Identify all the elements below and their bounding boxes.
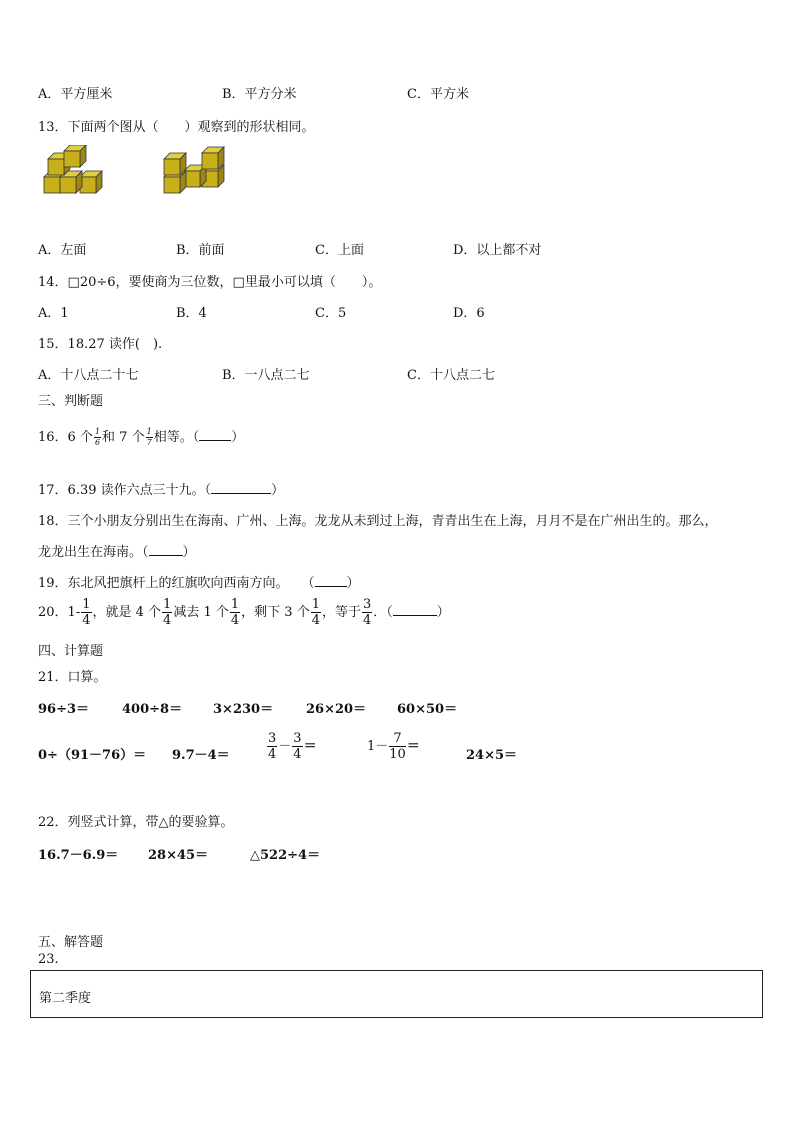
fraction: $\frac{1}{4}$ <box>230 597 240 628</box>
calc-item-fraction: 1－ $\frac{7}{10}$ ＝ <box>367 731 420 762</box>
fraction: $\frac{7}{10}$ <box>389 731 406 762</box>
fraction: $\frac{1}{4}$ <box>311 597 320 628</box>
option-b: B．前面 <box>176 243 225 258</box>
answer-blank[interactable] <box>149 543 183 556</box>
question-17: 17．6.39 读作六点三十九。（ ） <box>38 483 285 498</box>
calc-item: 28×45＝ <box>148 848 209 863</box>
fraction: $\frac{3}{4}$ <box>363 597 372 628</box>
answer-blank[interactable] <box>199 428 231 441</box>
option-a: A．左面 <box>38 243 87 258</box>
option-c: C．5 <box>315 306 347 321</box>
answer-blank[interactable] <box>211 481 271 494</box>
answer-blank[interactable] <box>393 603 437 616</box>
option-b: B．平方分米 <box>222 87 297 102</box>
fraction: $\frac{1}{4}$ <box>82 597 91 628</box>
fraction: $\frac{1}{7}$ <box>146 427 152 447</box>
calc-item-fraction: $\frac{3}{4}$ － $\frac{3}{4}$ ＝ <box>268 731 317 762</box>
option-a: A．平方厘米 <box>38 87 113 102</box>
option-a: A．十八点二十七 <box>38 368 139 383</box>
question-20: 20．1- $\frac{1}{4}$ ，就是 4 个 $\frac{1}{4}$ 减去 1 个 $\frac{1}{4}$ ，剩下 3 个 $\frac{1}{4}$ ，等于 $\frac{3}{4}$ ．（ ） <box>38 597 450 628</box>
fraction: $\frac{3}{4}$ <box>293 731 302 762</box>
calc-item: 24×5＝ <box>466 748 518 763</box>
question-21-stem: 21．口算。 <box>38 670 107 685</box>
cube-figure-2 <box>162 145 228 195</box>
calc-item: 16.7－6.9＝ <box>38 848 119 863</box>
question-18-line1: 18．三个小朋友分别出生在海南、广州、上海。龙龙从未到过上海，青青出生在上海，月月不是在广州出生的。那么， <box>38 514 718 529</box>
calc-item: 0÷（91－76）＝ <box>38 748 147 763</box>
option-d: D．6 <box>453 306 485 321</box>
calc-item: △522÷4＝ <box>250 848 321 863</box>
option-c: C．上面 <box>315 243 364 258</box>
fraction: $\frac{1}{6}$ <box>94 427 101 447</box>
cube-figure-1 <box>42 145 104 195</box>
option-b: B．一八点二七 <box>222 368 310 383</box>
question-18-line2: 龙龙出生在海南。（ ） <box>38 545 196 560</box>
option-c: C．十八点二七 <box>407 368 495 383</box>
fraction: $\frac{1}{4}$ <box>163 597 172 628</box>
option-c: C．平方米 <box>407 87 469 102</box>
question-19: 19．东北风把旗杆上的红旗吹向西南方向。 （ ） <box>38 576 360 591</box>
fraction: $\frac{3}{4}$ <box>268 731 277 762</box>
calc-item: 26×20＝ <box>306 702 367 717</box>
q16-text: 和 7 个 <box>102 430 145 445</box>
calc-item: 9.7－4＝ <box>172 748 230 763</box>
calc-item: 60×50＝ <box>397 702 458 717</box>
option-b: B．4 <box>176 306 207 321</box>
option-a: A．1 <box>38 306 69 321</box>
calc-item: 400÷8＝ <box>122 702 183 717</box>
question-13-stem: 13．下面两个图从（ ）观察到的形状相同。 <box>38 120 315 135</box>
option-d: D．以上都不对 <box>453 243 542 258</box>
question-23-label: 23. <box>38 952 59 967</box>
section-heading: 五、解答题 <box>38 935 104 950</box>
data-table <box>30 970 763 1018</box>
calc-item: 96÷3＝ <box>38 702 90 717</box>
answer-blank[interactable] <box>315 574 347 587</box>
question-15-stem: 15．18.27 读作( ). <box>38 337 163 352</box>
table-cell: 第二季度 <box>39 991 92 1006</box>
q16-text: 16．6 个 <box>38 430 93 445</box>
section-heading: 四、计算题 <box>38 644 104 659</box>
calc-item: 3×230＝ <box>213 702 274 717</box>
q16-text: 相等。（ <box>153 430 200 445</box>
section-heading: 三、判断题 <box>38 394 104 409</box>
question-22-stem: 22．列竖式计算，带△的要验算。 <box>38 815 234 830</box>
question-14-stem: 14．□20÷6，要使商为三位数，□里最小可以填（ ）。 <box>38 275 382 290</box>
question-16: 16．6 个 $\frac{1}{6}$ 和 7 个 $\frac{1}{7}$ 相等。（ ） <box>38 427 245 447</box>
